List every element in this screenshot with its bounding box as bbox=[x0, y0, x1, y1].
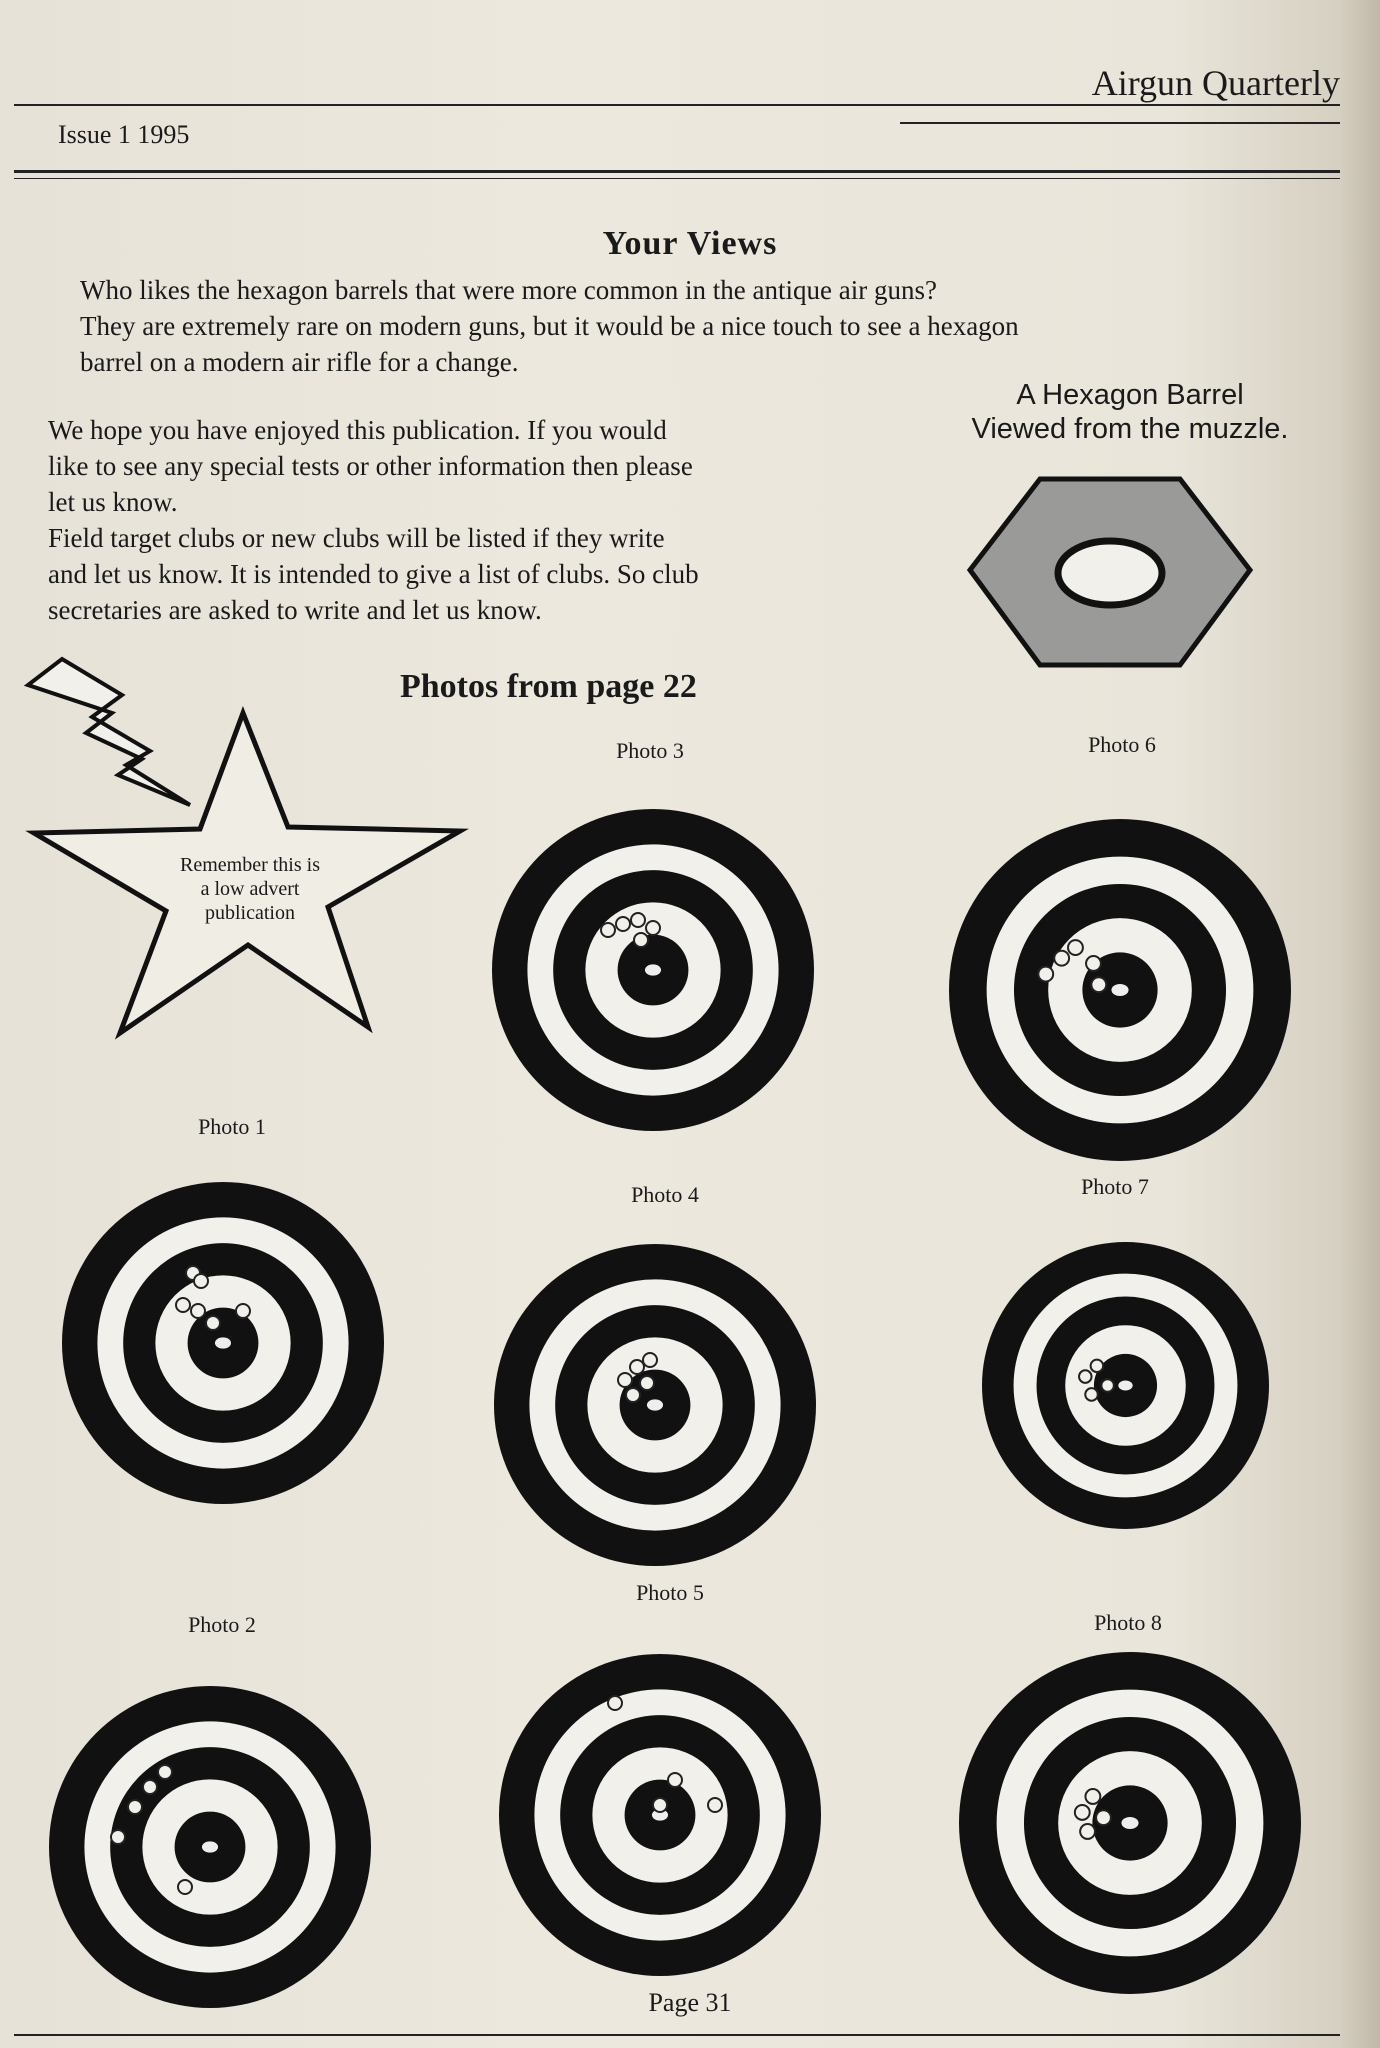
pellet-hole bbox=[236, 1304, 250, 1318]
star-text bbox=[115, 853, 385, 925]
pellet-hole bbox=[1068, 940, 1083, 955]
pellet-hole bbox=[1079, 1370, 1092, 1383]
pellet-hole bbox=[630, 1360, 644, 1374]
pellet-hole bbox=[668, 1773, 682, 1787]
issue-label: Issue 1 1995 bbox=[58, 120, 190, 149]
header-rule-double-1 bbox=[14, 170, 1340, 173]
target-center-dot bbox=[645, 964, 661, 975]
photo-8-label: Photo 8 bbox=[1094, 1610, 1162, 1635]
target-photo-5 bbox=[495, 1650, 825, 1980]
star-line-1: Remember this is bbox=[180, 854, 320, 876]
message-line-1: We hope you have enjoyed this publication. If you would bbox=[48, 415, 667, 445]
pellet-hole bbox=[618, 1373, 632, 1387]
pellet-hole bbox=[608, 1696, 622, 1710]
your-views-line-1: Who likes the hexagon barrels that were more common in the antique air guns? bbox=[80, 275, 937, 305]
photo-3-label: Photo 3 bbox=[616, 738, 684, 763]
photo-1-label: Photo 1 bbox=[198, 1114, 266, 1139]
target-photo-6 bbox=[945, 815, 1295, 1165]
message-line-3: let us know. bbox=[48, 487, 178, 517]
pellet-hole bbox=[616, 917, 630, 931]
pellet-hole bbox=[643, 1353, 657, 1367]
pellet-hole bbox=[646, 921, 660, 935]
pellet-hole bbox=[1091, 1360, 1104, 1373]
footer-rule bbox=[14, 2034, 1340, 2036]
photo-2-label: Photo 2 bbox=[188, 1612, 256, 1637]
photos-title: Photos from page 22 bbox=[400, 668, 697, 705]
pellet-hole bbox=[194, 1274, 208, 1288]
target-photo-1 bbox=[58, 1178, 388, 1508]
pellet-hole bbox=[191, 1304, 205, 1318]
hexagon-caption-line-2: Viewed from the muzzle. bbox=[971, 413, 1289, 445]
target-center-dot bbox=[1111, 984, 1128, 996]
your-views-line-3: barrel on a modern air rifle for a change. bbox=[80, 347, 519, 377]
target-photo-4 bbox=[490, 1240, 820, 1570]
pellet-hole bbox=[111, 1830, 125, 1844]
pellet-hole bbox=[143, 1780, 157, 1794]
your-views-text bbox=[80, 272, 1340, 380]
message-line-5: and let us know. It is intended to give a list of clubs. So club bbox=[48, 559, 699, 589]
pellet-hole bbox=[206, 1316, 220, 1330]
pellet-hole bbox=[634, 933, 648, 947]
target-photo-7 bbox=[978, 1238, 1273, 1533]
star-line-3: publication bbox=[205, 902, 295, 924]
pellet-hole bbox=[1101, 1379, 1114, 1392]
pellet-hole bbox=[640, 1376, 654, 1390]
message-line-4: Field target clubs or new clubs will be listed if they write bbox=[48, 523, 665, 553]
header-rule-double-2 bbox=[14, 178, 1340, 179]
message-line-2: like to see any special tests or other information then please bbox=[48, 451, 693, 481]
pellet-hole bbox=[1085, 1388, 1098, 1401]
pellet-hole bbox=[1085, 1789, 1100, 1804]
pellet-hole bbox=[158, 1765, 172, 1779]
message-text bbox=[48, 412, 868, 628]
header-rule-mid bbox=[900, 122, 1340, 124]
pellet-hole bbox=[601, 923, 615, 937]
header-rule-top bbox=[14, 104, 1340, 106]
pellet-hole bbox=[1080, 1824, 1095, 1839]
your-views-line-2: They are extremely rare on modern guns, but it would be a nice touch to see a hexagon bbox=[80, 311, 1019, 341]
pellet-hole bbox=[176, 1298, 190, 1312]
page-number: Page 31 bbox=[648, 1988, 732, 2017]
photo-6-label: Photo 6 bbox=[1088, 732, 1156, 757]
photo-5-label: Photo 5 bbox=[636, 1580, 704, 1605]
target-center-dot bbox=[202, 1841, 218, 1852]
pellet-hole bbox=[1054, 951, 1069, 966]
star-line-2: a low advert bbox=[200, 878, 300, 900]
target-photo-3 bbox=[488, 805, 818, 1135]
target-center-dot bbox=[1118, 1380, 1132, 1390]
target-center-dot bbox=[647, 1399, 663, 1410]
hexagon-caption bbox=[930, 378, 1330, 446]
pellet-hole bbox=[128, 1800, 142, 1814]
hexagon-caption-line-1: A Hexagon Barrel bbox=[1016, 379, 1244, 411]
pellet-hole bbox=[631, 913, 645, 927]
pellet-hole bbox=[708, 1798, 722, 1812]
your-views-title: Your Views bbox=[602, 225, 778, 262]
pellet-hole bbox=[1038, 967, 1053, 982]
pellet-hole bbox=[653, 1798, 667, 1812]
target-center-dot bbox=[1121, 1817, 1138, 1829]
pellet-hole bbox=[626, 1388, 640, 1402]
target-center-dot bbox=[215, 1337, 231, 1348]
pellet-hole bbox=[1086, 956, 1101, 971]
target-photo-8 bbox=[955, 1648, 1305, 1998]
photo-4-label: Photo 4 bbox=[631, 1182, 699, 1207]
pellet-hole bbox=[1091, 977, 1106, 992]
pellet-hole bbox=[1096, 1810, 1111, 1825]
photo-7-label: Photo 7 bbox=[1081, 1174, 1149, 1199]
message-line-6: secretaries are asked to write and let us know. bbox=[48, 595, 542, 625]
publication-name: Airgun Quarterly bbox=[1091, 63, 1340, 103]
hexagon-barrel-diagram bbox=[960, 475, 1260, 675]
pellet-hole bbox=[178, 1880, 192, 1894]
pellet-hole bbox=[1075, 1805, 1090, 1820]
target-photo-2 bbox=[45, 1682, 375, 2012]
